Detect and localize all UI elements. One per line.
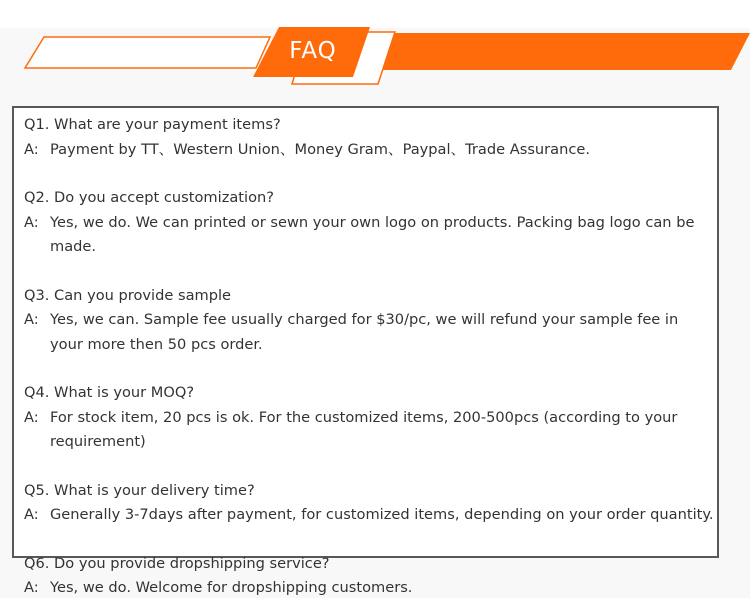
answer-prefix: A: [24,213,39,231]
faq-item-2 [24,186,714,260]
faq-item-6 [24,552,714,601]
faq-answer [24,406,714,455]
answer-prefix: A: [24,311,39,328]
banner-left-outline [25,37,270,68]
faq-item-1 [24,113,714,162]
answer-prefix: A: [24,140,39,158]
faq-item-5 [24,479,714,528]
faq-answer [24,576,714,601]
answer-text: Yes, we do. We can printed or sewn your own logo on products. Packing bag logo can be made. [50,213,695,255]
faq-question: Q4. What is your MOQ? [24,384,195,401]
faq-banner [0,0,750,100]
faq-question: Q3. Can you provide sample [24,286,232,304]
answer-text: Generally 3-7days after payment, for customized items, depending on your order quantity. [50,506,714,523]
faq-answer [24,503,714,528]
faq-answer [24,138,714,163]
banner-graphic [0,0,750,100]
answer-prefix: A: [24,579,39,596]
answer-prefix: A: [24,506,39,523]
faq-question: Q1. What are your payment items? [24,116,281,133]
faq-item-3 [24,284,714,358]
banner-right-bar [370,33,750,70]
answer-text: For stock item, 20 pcs is ok. For the customized items, 200-500pcs (according to your requirement) [50,408,678,450]
faq-answer [24,308,714,357]
faq-list [24,113,714,601]
answer-prefix: A: [24,408,39,426]
answer-text: Yes, we do. Welcome for dropshipping customers. [50,579,413,596]
faq-title: FAQ [289,38,337,64]
faq-box [12,106,719,596]
faq-item-4 [24,381,714,455]
faq-answer [24,211,714,260]
answer-text: Yes, we can. Sample fee usually charged for $30/pc, we will refund your sample fee in your more then 50 pcs order. [50,311,679,353]
faq-question: Q6. Do you provide dropshipping service? [24,554,330,572]
answer-text: Payment by TT、Western Union、Money Gram、Paypal、Trade Assurance. [50,140,591,158]
faq-question: Q2. Do you accept customization? [24,189,275,206]
faq-question: Q5. What is your delivery time? [24,481,255,499]
